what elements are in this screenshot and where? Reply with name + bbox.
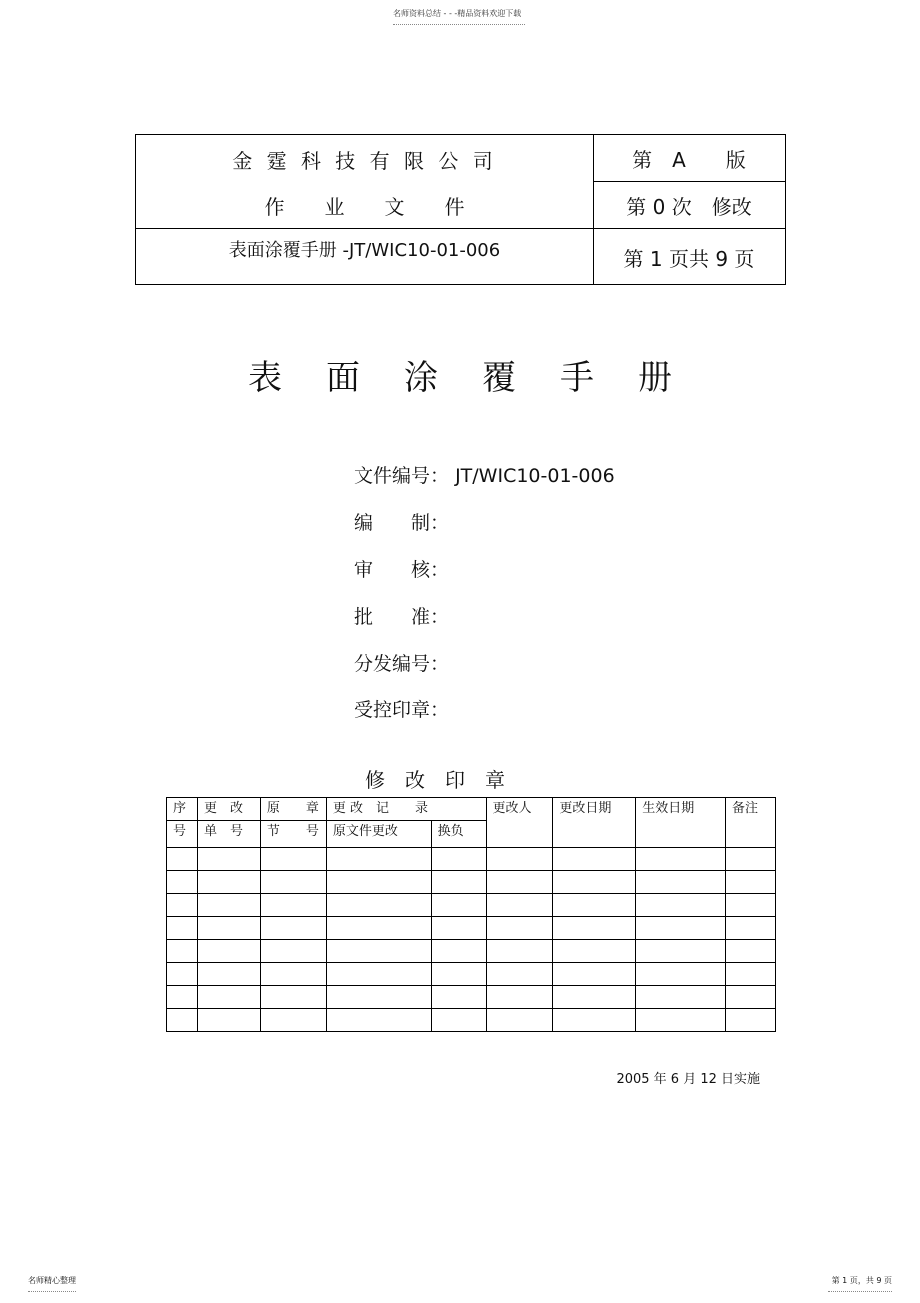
table-cell xyxy=(197,894,260,917)
table-cell xyxy=(260,1009,326,1032)
table-cell xyxy=(553,1009,636,1032)
info-doc-number xyxy=(354,461,615,488)
th-person: 更改人 xyxy=(486,798,553,848)
table-cell xyxy=(326,848,431,871)
th-section: 原 章 xyxy=(260,798,326,821)
table-cell xyxy=(260,986,326,1009)
doc-type: 作 业 文 件 xyxy=(264,194,465,219)
table-row xyxy=(167,894,776,917)
table-cell xyxy=(726,1009,776,1032)
table-cell xyxy=(260,940,326,963)
th-change-date: 更改日期 xyxy=(553,798,636,848)
table-cell xyxy=(260,871,326,894)
table-cell xyxy=(260,894,326,917)
table-cell xyxy=(486,1009,553,1032)
table-cell xyxy=(553,986,636,1009)
table-cell xyxy=(167,894,198,917)
table-cell xyxy=(431,986,486,1009)
table-cell xyxy=(326,1009,431,1032)
table-cell xyxy=(553,871,636,894)
table-cell xyxy=(636,963,726,986)
edition: 第 A 版 xyxy=(632,147,746,172)
table-cell xyxy=(326,917,431,940)
table-cell xyxy=(486,848,553,871)
table-cell xyxy=(431,848,486,871)
table-cell xyxy=(726,894,776,917)
revision: 第 0 次 修改 xyxy=(626,194,752,219)
header-table xyxy=(135,134,786,285)
table-cell xyxy=(726,963,776,986)
footer-page: 第 1 页，共 9 页 xyxy=(831,1276,892,1285)
info-label: 文件编号： xyxy=(354,465,450,487)
info-approved: 批 准： xyxy=(354,606,450,628)
table-row xyxy=(167,963,776,986)
th-seq: 序 xyxy=(167,798,198,821)
table-cell xyxy=(431,871,486,894)
table-cell xyxy=(636,940,726,963)
table-cell xyxy=(636,986,726,1009)
table-cell xyxy=(167,1009,198,1032)
table-cell xyxy=(260,848,326,871)
banner-dots xyxy=(393,24,525,25)
table-cell xyxy=(636,848,726,871)
table-cell xyxy=(326,986,431,1009)
table-cell xyxy=(636,917,726,940)
info-control-stamp: 受控印章： xyxy=(354,699,450,721)
footer-left: 名师精心整理 xyxy=(28,1276,76,1285)
table-cell xyxy=(726,940,776,963)
table-cell xyxy=(326,894,431,917)
table-cell xyxy=(326,940,431,963)
footer-dots-right xyxy=(828,1291,892,1292)
info-reviewed: 审 核： xyxy=(354,559,450,581)
th-change-no-2: 单 号 xyxy=(197,821,260,848)
table-cell xyxy=(636,871,726,894)
table-cell xyxy=(197,917,260,940)
table-cell xyxy=(167,917,198,940)
table-cell xyxy=(260,917,326,940)
table-cell xyxy=(486,871,553,894)
page-title: 表面涂覆手册 xyxy=(248,358,716,398)
table-row xyxy=(167,940,776,963)
table-cell xyxy=(636,894,726,917)
table-cell xyxy=(326,963,431,986)
th-change-no: 更 改 xyxy=(197,798,260,821)
revision-table-title: 修 改 印 章 xyxy=(365,768,505,792)
table-row xyxy=(167,1009,776,1032)
table-cell xyxy=(726,871,776,894)
table-cell xyxy=(197,986,260,1009)
info-prepared: 编 制： xyxy=(354,512,450,534)
table-cell xyxy=(486,986,553,1009)
effective-date: 2005 年 6 月 12 日实施 xyxy=(616,1072,760,1087)
table-cell xyxy=(486,940,553,963)
table-cell xyxy=(431,917,486,940)
th-replace: 换负 xyxy=(431,821,486,848)
table-cell xyxy=(636,1009,726,1032)
table-cell xyxy=(726,986,776,1009)
table-cell xyxy=(553,917,636,940)
table-cell xyxy=(431,894,486,917)
th-record: 更 改 记 录 xyxy=(326,798,486,821)
table-cell xyxy=(486,894,553,917)
table-cell xyxy=(260,963,326,986)
table-row xyxy=(167,871,776,894)
table-row xyxy=(167,848,776,871)
table-cell xyxy=(197,940,260,963)
th-seq-2: 号 xyxy=(167,821,198,848)
info-value: JT/WIC10-01-006 xyxy=(455,465,615,487)
table-cell xyxy=(167,963,198,986)
table-cell xyxy=(486,963,553,986)
revision-table xyxy=(166,797,776,1032)
table-cell xyxy=(553,894,636,917)
table-row xyxy=(167,917,776,940)
th-orig: 原文件更改 xyxy=(326,821,431,848)
table-cell xyxy=(486,917,553,940)
company-name: 金 霆 科 技 有 限 公 司 xyxy=(232,148,497,173)
table-cell xyxy=(726,848,776,871)
table-cell xyxy=(197,1009,260,1032)
table-cell xyxy=(167,986,198,1009)
table-cell xyxy=(326,871,431,894)
table-cell xyxy=(726,917,776,940)
table-cell xyxy=(553,940,636,963)
table-cell xyxy=(431,1009,486,1032)
table-cell xyxy=(431,940,486,963)
doc-name: 表面涂覆手册 -JT/WIC10-01-006 xyxy=(228,240,501,261)
table-cell xyxy=(553,963,636,986)
info-distribution: 分发编号： xyxy=(354,653,450,675)
th-section-2: 节 号 xyxy=(260,821,326,848)
page-count: 第 1 页共 9 页 xyxy=(623,246,755,271)
table-cell xyxy=(197,963,260,986)
footer-dots-left xyxy=(28,1291,76,1292)
table-cell xyxy=(197,848,260,871)
table-cell xyxy=(167,871,198,894)
th-remark: 备注 xyxy=(726,798,776,848)
top-banner: 名师资料总结 - - -精品资料欢迎下载 xyxy=(393,9,522,18)
th-effective-date: 生效日期 xyxy=(636,798,726,848)
table-cell xyxy=(167,848,198,871)
table-cell xyxy=(197,871,260,894)
table-cell xyxy=(431,963,486,986)
table-cell xyxy=(167,940,198,963)
table-cell xyxy=(553,848,636,871)
table-row xyxy=(167,986,776,1009)
